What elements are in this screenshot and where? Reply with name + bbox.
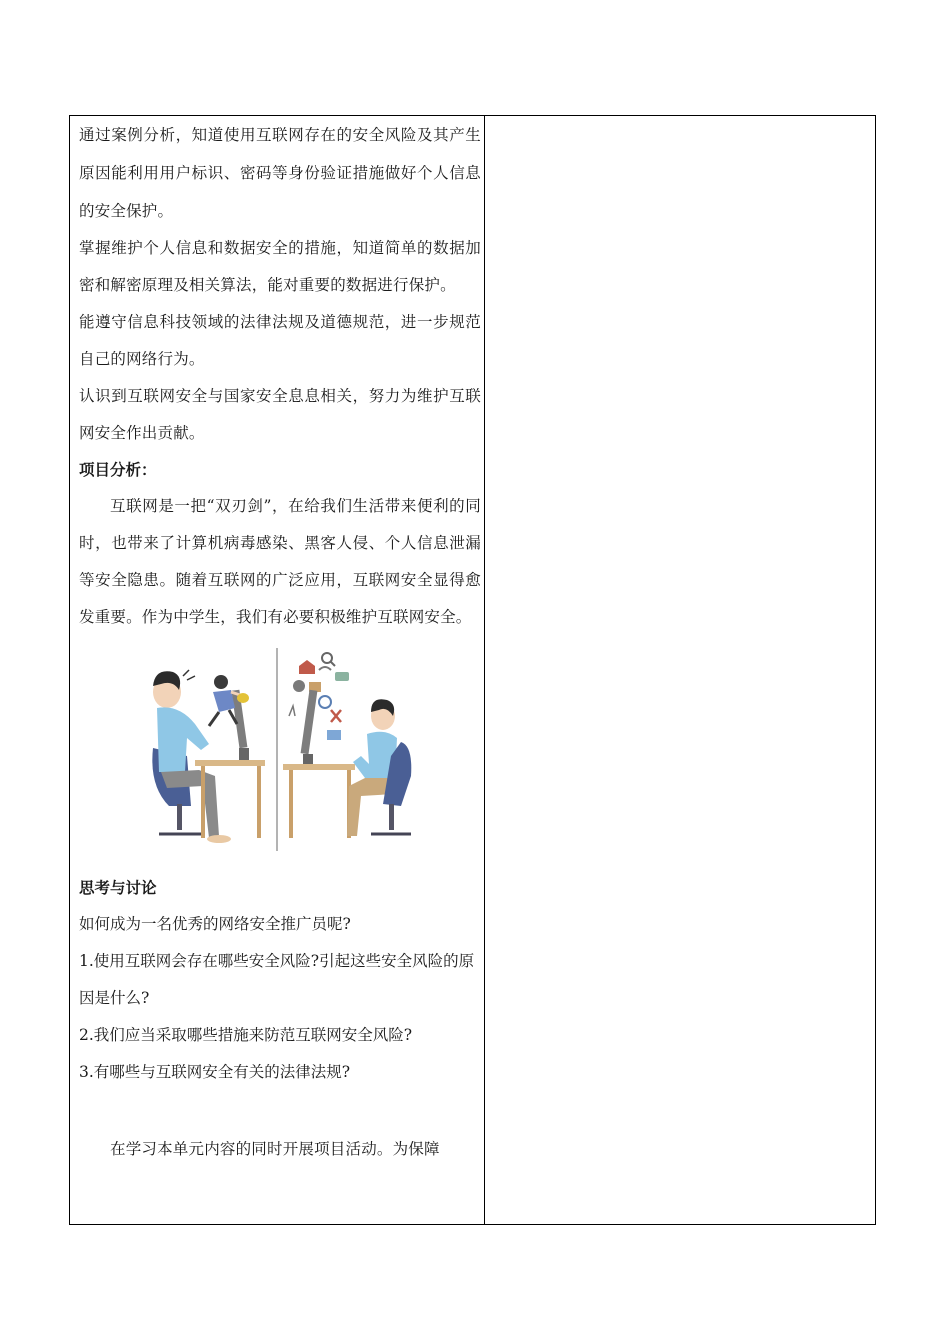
discussion-heading: 思考与讨论 (79, 878, 157, 897)
content-cell (70, 116, 485, 1224)
question-2: 2.我们应当采取哪些措施来防范互联网安全风险? (79, 1026, 413, 1044)
analysis-heading: 项目分析： (79, 460, 157, 479)
question-3: 3.有哪些与互联网安全有关的法律法规? (79, 1063, 351, 1081)
lesson-table (69, 115, 876, 1225)
question-1: 1.使用互联网会存在哪些安全风险?引起这些安全风险的原因是什么? (79, 952, 475, 1007)
objective-4: 认识到互联网安全与国家安全息息相关，努力为维护互联网安全作出贡献。 (79, 387, 481, 442)
discussion-intro: 如何成为一名优秀的网络安全推广员呢? (79, 915, 351, 933)
empty-cell (485, 116, 875, 1224)
objective-1: 通过案例分析，知道使用互联网存在的安全风险及其产生原因能利用用户标识、密码等身份验证措施做好个人信息的安全保护。 (79, 126, 481, 220)
internet-safety-illustration (139, 646, 429, 856)
objective-2: 掌握维护个人信息和数据安全的措施，知道简单的数据加密和解密原理及相关算法，能对重要的数据进行保护。 (79, 239, 481, 294)
objective-3: 能遵守信息科技领域的法律法规及道德规范，进一步规范自己的网络行为。 (79, 313, 481, 368)
closing-text: 在学习本单元内容的同时开展项目活动。为保障 (110, 1140, 440, 1158)
analysis-body: 互联网是一把“双刃剑”，在给我们生活带来便利的同时，也带来了计算机病毒感染、黑客人侵、个人信息泄漏等安全隐患。随着互联网的广泛应用，互联网安全显得愈发重要。作为中学生，我们有必要积极维护互联网安全。 (79, 497, 481, 626)
